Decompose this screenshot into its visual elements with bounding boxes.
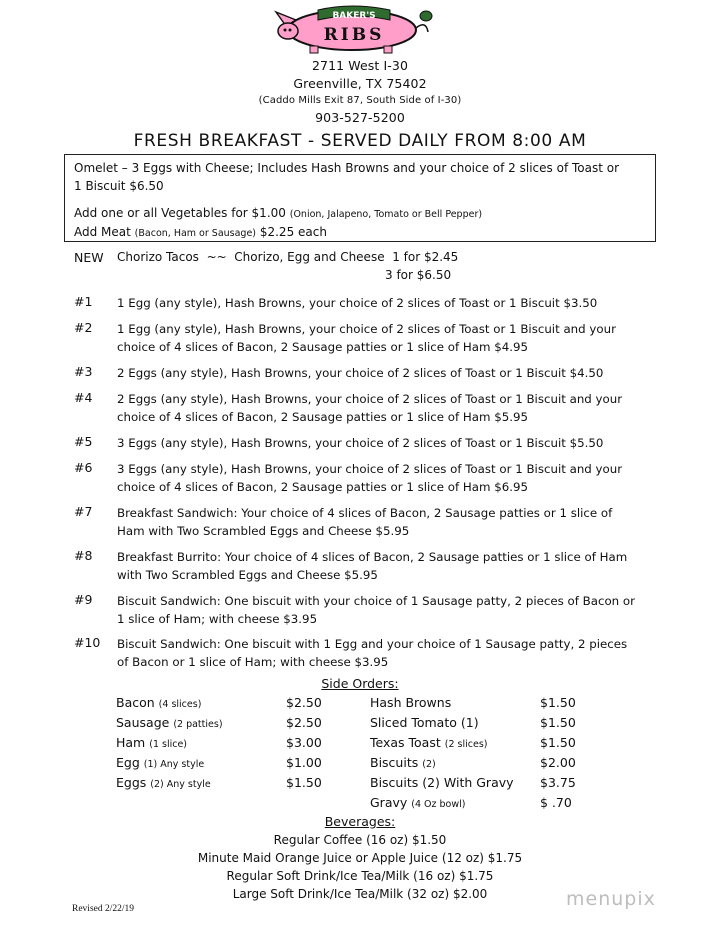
beverages-heading: Beverages: <box>324 814 396 829</box>
side-item-name: Sausage (2 patties) <box>116 715 223 730</box>
side-item-name: Egg (1) Any style <box>116 755 205 770</box>
beverage-item: Large Soft Drink/Ice Tea/Milk (32 oz) $2.00 <box>232 887 488 901</box>
side-item-price: $1.50 <box>540 695 576 710</box>
new-item-line-2: 3 for $6.50 <box>385 268 452 282</box>
new-label: NEW <box>74 250 104 265</box>
side-item-name: Sliced Tomato (1) <box>370 715 479 730</box>
logo-text: BAKER'S <box>332 11 376 21</box>
menu-item: 1 Egg (any style), Hash Browns, your choice of 2 slices of Toast or 1 Biscuit and your choice of 4 slices of Bacon, 2 Sausage patties or 1 slice of Ham $4.95 <box>117 322 616 354</box>
side-item-name: Biscuits (2) With Gravy <box>370 775 514 790</box>
beverage-item: Regular Coffee (16 oz) $1.50 <box>273 833 447 847</box>
add-meat-note: (Bacon, Ham or Sausage) <box>134 228 257 239</box>
new-item-line-1: Chorizo Tacos ~~ Chorizo, Egg and Cheese 1 for $2.45 <box>117 250 459 264</box>
side-item-name: Hash Browns <box>370 695 452 710</box>
menu-item: 2 Eggs (any style), Hash Browns, your choice of 2 slices of Toast or 1 Biscuit and your choice of 4 slices of Bacon, 2 Sausage patties or 1 slice of Ham $5.95 <box>117 392 623 424</box>
side-item-price: $ .70 <box>540 795 572 810</box>
omelet-line-2: 1 Biscuit $6.50 <box>74 179 164 193</box>
side-item-price: $2.50 <box>286 715 322 730</box>
revised-date: Revised 2/22/19 <box>72 904 135 914</box>
menu-item: Breakfast Burrito: Your choice of 4 slices of Bacon, 2 Sausage patties or 1 slice of Ham with Two Scrambled Eggs and Cheese $5.95 <box>117 550 628 582</box>
item-number: #5 <box>74 434 93 449</box>
add-meat-line <box>74 225 327 239</box>
menu-item: 3 Eggs (any style), Hash Browns, your choice of 2 slices of Toast or 1 Biscuit and your choice of 4 slices of Bacon, 2 Sausage patties or 1 slice of Ham $6.95 <box>117 462 623 494</box>
side-item-price: $1.50 <box>286 775 322 790</box>
beverage-item: Regular Soft Drink/Ice Tea/Milk (16 oz) $1.75 <box>226 869 494 883</box>
side-item-name: Eggs (2) Any style <box>116 775 211 790</box>
add-vegetables-line <box>74 206 482 220</box>
item-number: #2 <box>74 320 93 335</box>
side-item-name: Gravy (4 Oz bowl) <box>370 795 466 810</box>
item-number: #9 <box>74 592 93 607</box>
phone-number: 903-527-5200 <box>315 110 405 125</box>
beverage-item: Minute Maid Orange Juice or Apple Juice (12 oz) $1.75 <box>197 851 523 865</box>
omelet-line-1: Omelet – 3 Eggs with Cheese; Includes Hash Browns and your choice of 2 slices of Toast or <box>74 161 620 175</box>
add-vegetables-note: (Onion, Jalapeno, Tomato or Bell Pepper) <box>289 209 483 220</box>
menu-item: Biscuit Sandwich: One biscuit with your choice of 1 Sausage patty, 2 pieces of Bacon or 1 slice of Ham; with cheese $3.95 <box>117 594 635 626</box>
item-number: #6 <box>74 460 93 475</box>
side-item-price: $1.00 <box>286 755 322 770</box>
side-item-name: Bacon (4 slices) <box>116 695 202 710</box>
side-item-name: Ham (1 slice) <box>116 735 188 750</box>
menu-item: 2 Eggs (any style), Hash Browns, your choice of 2 slices of Toast or 1 Biscuit $4.50 <box>117 366 604 380</box>
item-number: #1 <box>74 294 93 309</box>
side-item-name: Biscuits (2) <box>370 755 436 770</box>
add-meat-text: Add Meat <box>74 225 131 239</box>
menu-item: Breakfast Sandwich: Your choice of 4 slices of Bacon, 2 Sausage patties or 1 slice of Ham with Two Scrambled Eggs and Cheese $5.95 <box>117 506 613 538</box>
item-number: #4 <box>74 390 93 405</box>
add-vegetables-text: Add one or all Vegetables for $1.00 <box>74 206 286 220</box>
item-number: #7 <box>74 504 93 519</box>
side-item-price: $1.50 <box>540 735 576 750</box>
item-number: #10 <box>74 635 101 650</box>
menu-item: Biscuit Sandwich: One biscuit with 1 Egg and your choice of 1 Sausage patty, 2 pieces of Bacon or 1 slice of Ham; with cheese $3.95 <box>117 637 628 669</box>
item-number: #3 <box>74 364 93 379</box>
side-orders-heading: Side Orders: <box>321 676 399 691</box>
side-item-price: $1.50 <box>540 715 576 730</box>
side-item-price: $2.00 <box>540 755 576 770</box>
menu-item: 3 Eggs (any style), Hash Browns, your choice of 2 slices of Toast or 1 Biscuit $5.50 <box>117 436 604 450</box>
street-address: 2711 West I-30 <box>312 58 408 73</box>
bakers-ribs-logo <box>274 4 434 54</box>
directions: (Caddo Mills Exit 87, South Side of I-30) <box>258 95 462 106</box>
add-meat-price: $2.25 each <box>259 225 327 239</box>
side-item-price: $2.50 <box>286 695 322 710</box>
side-item-name: Texas Toast (2 slices) <box>370 735 488 750</box>
svg-text:RIBS: RIBS <box>323 25 385 45</box>
page-title: FRESH BREAKFAST - SERVED DAILY FROM 8:00 AM <box>133 131 587 151</box>
city-address: Greenville, TX 75402 <box>293 76 427 91</box>
item-number: #8 <box>74 548 93 563</box>
side-item-price: $3.75 <box>540 775 576 790</box>
side-item-price: $3.00 <box>286 735 322 750</box>
menupix-watermark: menupix <box>566 888 656 910</box>
menu-item: 1 Egg (any style), Hash Browns, your choice of 2 slices of Toast or 1 Biscuit $3.50 <box>117 296 598 310</box>
